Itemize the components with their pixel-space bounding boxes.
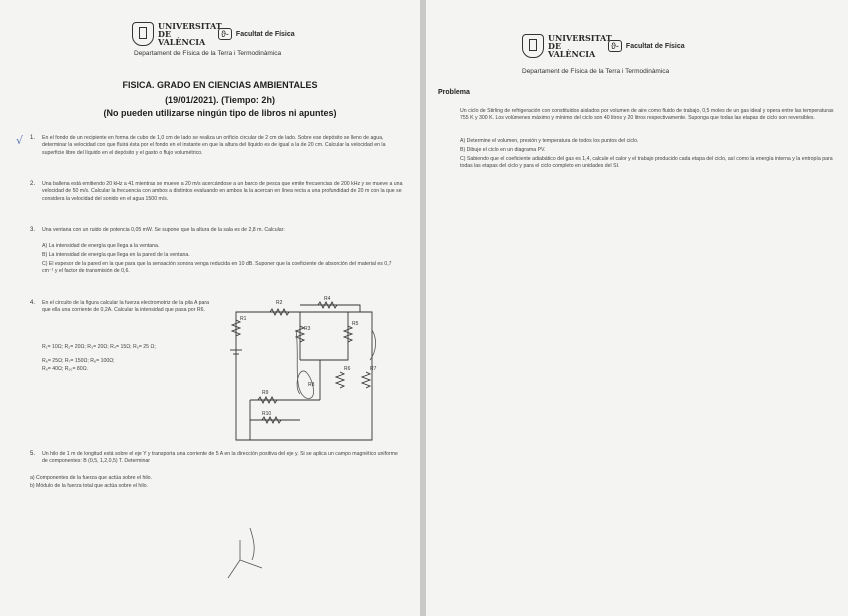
circuit-diagram	[0, 0, 420, 616]
question-4-number: 4.	[30, 300, 36, 306]
department-name-2: Departament de Física de la Terra i Termodinàmica	[522, 68, 670, 75]
circuit-label-r5: R5	[352, 321, 359, 327]
exam-rules: (No pueden utilizarse ningún tipo de libros ni apuntes)	[103, 108, 337, 118]
university-logo-2	[522, 34, 685, 58]
question-4-text: En el circuito de la figura calcular la fuerza electromotriz de la pila A para que ella una corriente de 0,2A. Calcular la intensidad que pasa por R6.	[42, 300, 209, 314]
question-5-item-b: b) Módulo de la fuerza total que actúa sobre el hilo.	[30, 483, 148, 489]
question-4-values-3: R₉= 40Ω; R₁₀= 80Ω.	[42, 366, 89, 372]
circuit-label-r9: R9	[262, 390, 269, 396]
resistor-r6	[336, 372, 344, 388]
question-3-item-c: C) El espesor de la pared en la que para que la sensación sonora venga reducida en 10 dB. Suponer que la coeficiente de absorción del material es 0,7 cm⁻¹ y el factor de transmisión de 0,6.	[42, 261, 392, 275]
question-4-values-2: R₆= 25Ω; R₇= 150Ω; R₈= 100Ω;	[42, 358, 115, 364]
faculty-mark-icon-2: ϑ-	[608, 40, 622, 52]
resistor-r7	[362, 372, 370, 388]
circuit-label-r10: R10	[262, 411, 272, 417]
question-4-values-1: R₁= 10Ω; R₂= 20Ω; R₃= 20Ω; R₄= 15Ω; R₅= 25 Ω;	[42, 344, 156, 350]
circuit-label-r1: R1	[240, 316, 247, 322]
circuit-label-r2: R2	[276, 300, 283, 306]
question-3-item-b: B) La intensidad de energía que llega en la pared de la ventana.	[42, 252, 190, 258]
question-3-item-a: A) La intensidad de energía que llega a la ventana.	[42, 243, 160, 249]
pencil-axes-sketch-2	[250, 528, 254, 560]
question-1-number: 1.	[30, 135, 36, 141]
handwritten-check-mark: √	[16, 134, 24, 147]
pencil-axes-sketch	[228, 540, 262, 578]
question-3-number: 3.	[30, 227, 36, 233]
exam-date: (19/01/2021). (Tiempo: 2h)	[165, 95, 275, 105]
question-1-text: En el fondo de un recipiente en forma de cubo de 1,0 cm de lado se realiza un orificio circular de 2 cm de lado. Sobre ese depósito se lleno de agua, determinar la velocidad con que fluirá ésta por el fondo en el instante en que la altura del líquido es de igual a la de 20 cm. Calcular la velocidad en la superficie libre del líquido en el depósito y el gasto o flujo volumétrico.	[42, 135, 386, 156]
problem-item-c: C) Sabiendo que el coeficiente adiabático del gas es 1,4, calcule el calor y el trabajo producido cada etapa del ciclo, así como la energía interna y la entropía para todas las etapas del ciclo y para el ciclo completo en unidades del SI.	[460, 156, 833, 170]
question-5-text: Un hilo de 1 m de longitud está sobre el eje Y y transporta una corriente de 5 A en la dirección positiva del eje y. Si se aplica un campo magnético uniforme de componentes: B (0,5, 1,2,0,5) T. Determinar	[42, 451, 398, 465]
faculty-name: Facultat de Física	[235, 30, 295, 38]
circuit-label-r3: R3	[304, 326, 311, 332]
question-2-text: Una ballena está emitiendo 20 kHz a 41 mientras se mueve a 20 m/s acercándose a un barco de pesca que emite frecuencias de 200 kHz y se mueve a una velocidad de 50 m/s. Calcular la frecuencia con ambos a distintos evaluando en ambos la la acercan en línea recta a una profundidad de 20 m con la que se considera la velocidad del sonido en el agua 1500 m/s.	[42, 181, 403, 202]
problem-intro: Un ciclo de Stirling de refrigeración con constituidos aislados por volumen de aire como fluido de trabajo, 0,5 moles de un gas ideal y opera entre las temperaturas 755 K y 300 K. Los volúmenes máximo y mínimo del ciclo son 40 litros y 20 litros respectivamente. Suponga que todas las etapas de ciclo son reversibles.	[460, 108, 834, 122]
problem-title: Problema	[438, 89, 470, 96]
university-name-2: UNIVERSITAT DE VALÈNCIA	[548, 33, 612, 59]
circuit-label-r4: R4	[324, 296, 331, 302]
question-5-item-a: a) Componentes de la fuerza que actúa sobre el hilo.	[30, 475, 152, 481]
circuit-label-r7: R7	[370, 366, 377, 372]
exam-page-2	[426, 0, 848, 616]
pencil-scribble	[296, 330, 314, 398]
university-seal-icon-2	[522, 34, 544, 58]
circuit-mid-loop	[300, 312, 348, 360]
exam-page-1	[0, 0, 420, 616]
circuit-label-r6: R6	[344, 366, 351, 372]
university-name: UNIVERSITAT DE VALÈNCIA	[158, 21, 222, 47]
question-3-text: Una ventana con un ruido de potencia 0,05 mW. Se supone que la altura de la sala es de 2,8 m. Calcular:	[42, 227, 285, 233]
faculty-name-2: Facultat de Física	[625, 42, 685, 50]
problem-item-a: A) Determine el volumen, presión y temperatura de todos los puntos del ciclo.	[460, 138, 639, 144]
exam-title: FISICA. GRADO EN CIENCIAS AMBIENTALES	[122, 80, 318, 90]
circuit-label-r8: R8	[308, 382, 315, 388]
department-name: Departament de Física de la Terra i Termodinàmica	[134, 50, 282, 57]
pencil-scribble-right	[370, 330, 376, 360]
problem-item-b: B) Dibuje el ciclo en un diagrama PV.	[460, 147, 546, 153]
faculty-mark-icon: ϑ-	[218, 28, 232, 40]
question-2-number: 2.	[30, 181, 36, 187]
question-5-number: 5.	[30, 451, 36, 457]
